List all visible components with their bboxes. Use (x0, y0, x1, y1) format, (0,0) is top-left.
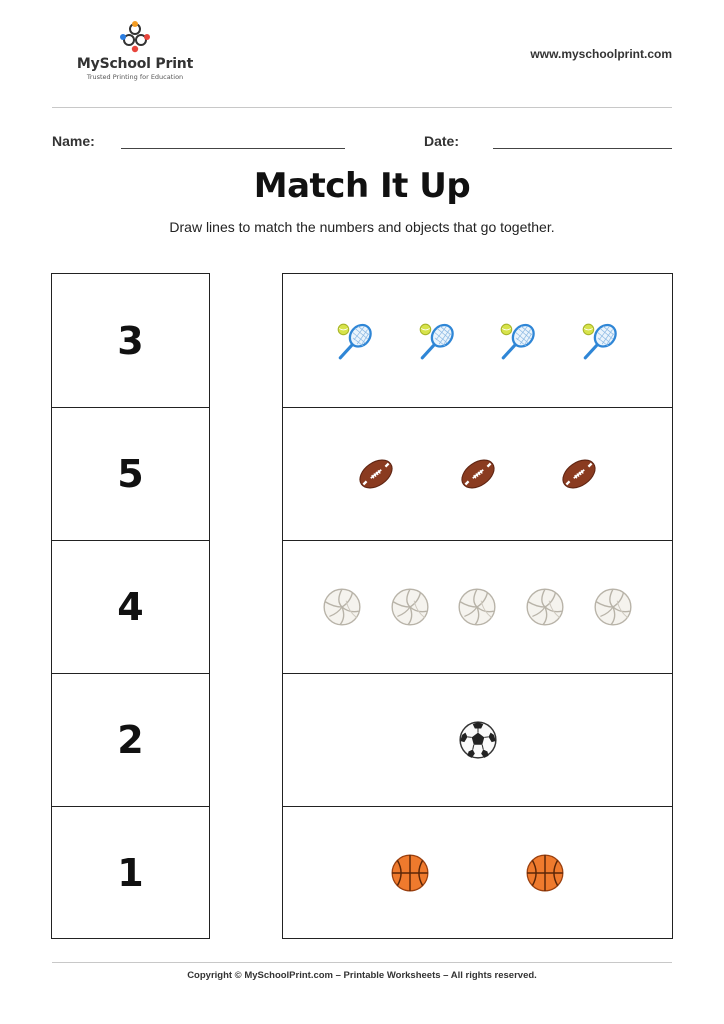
tennis-racket-icon (497, 320, 539, 362)
volleyball-icon (389, 586, 431, 628)
name-line[interactable] (121, 148, 345, 149)
object-cell[interactable] (283, 806, 672, 939)
number-cell[interactable] (52, 806, 209, 939)
header-divider (52, 107, 672, 108)
footer-divider (52, 962, 672, 963)
name-label: Name: (52, 133, 95, 149)
date-label: Date: (424, 133, 460, 149)
number-label: 2 (117, 717, 144, 762)
american-football-icon (457, 453, 499, 495)
number-label: 3 (117, 318, 144, 363)
object-cell[interactable] (283, 274, 672, 407)
american-football-icon (558, 453, 600, 495)
number-cell[interactable] (52, 540, 209, 673)
object-group (283, 806, 672, 939)
object-group (283, 673, 672, 806)
object-group (283, 540, 672, 673)
soccer-ball-icon (457, 719, 499, 761)
footer-copyright: Copyright © MySchoolPrint.com – Printable Worksheets – All rights reserved. (187, 970, 537, 981)
page-title: Match It Up (253, 166, 471, 206)
object-cell[interactable] (283, 407, 672, 540)
logo-mark-icon (117, 20, 153, 54)
object-group (283, 407, 672, 540)
number-cell[interactable] (52, 274, 209, 407)
volleyball-icon (456, 586, 498, 628)
american-football-icon (355, 453, 397, 495)
object-group (283, 274, 672, 407)
date-line[interactable] (493, 148, 672, 149)
instructions: Draw lines to match the numbers and objects that go together. (169, 219, 555, 235)
volleyball-icon (321, 586, 363, 628)
logo (60, 20, 210, 98)
number-label: 5 (117, 451, 144, 496)
object-cell[interactable] (283, 540, 672, 673)
logo-name: MySchool Print (76, 56, 194, 72)
number-cell[interactable] (52, 407, 209, 540)
tennis-racket-icon (579, 320, 621, 362)
site-url: www.myschoolprint.com (530, 47, 672, 61)
number-cell[interactable] (52, 673, 209, 806)
volleyball-icon (592, 586, 634, 628)
tennis-racket-icon (334, 320, 376, 362)
logo-tagline: Trusted Printing for Education (86, 73, 184, 81)
basketball-icon (524, 852, 566, 894)
objects-column (282, 273, 673, 939)
basketball-icon (389, 852, 431, 894)
numbers-column (51, 273, 210, 939)
number-label: 4 (117, 584, 144, 629)
object-cell[interactable] (283, 673, 672, 806)
tennis-racket-icon (416, 320, 458, 362)
number-label: 1 (117, 850, 144, 895)
volleyball-icon (524, 586, 566, 628)
